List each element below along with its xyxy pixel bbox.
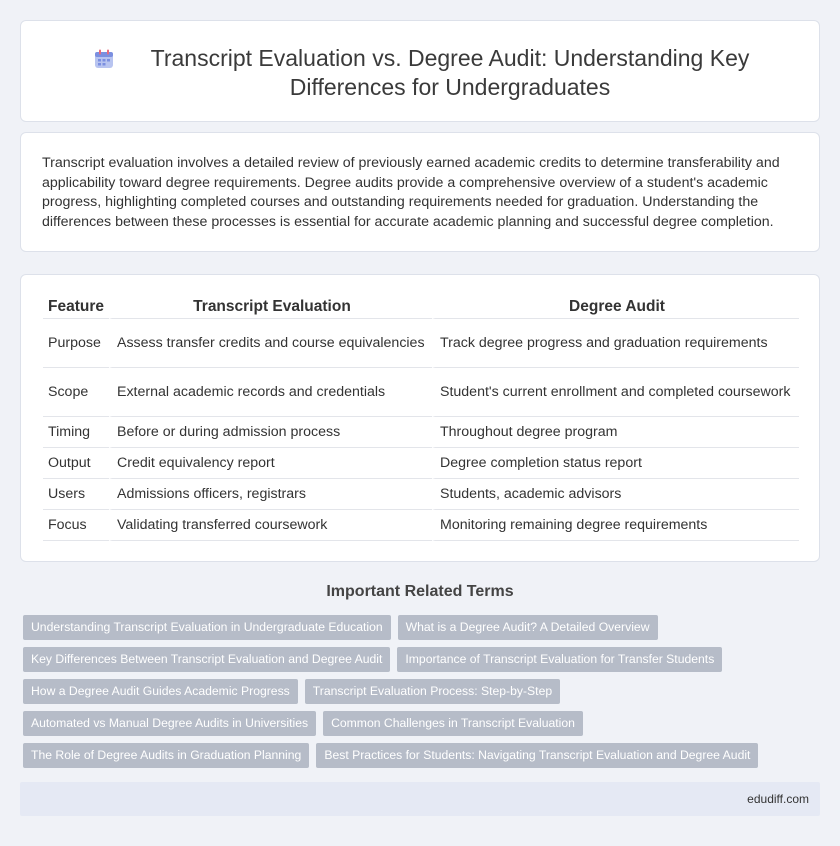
header-transcript-evaluation: Transcript Evaluation — [109, 295, 432, 319]
row-transcript-value: Assess transfer credits and course equivalencies — [109, 319, 432, 368]
related-term-link[interactable]: How a Degree Audit Guides Academic Progress — [23, 679, 298, 704]
related-terms-row — [23, 679, 560, 704]
table-row — [43, 319, 799, 368]
related-term-link[interactable]: Understanding Transcript Evaluation in Undergraduate Education — [23, 615, 391, 640]
row-feature: Scope — [43, 368, 109, 417]
related-terms-heading: Important Related Terms — [326, 583, 514, 600]
related-terms-row — [23, 615, 658, 640]
related-term-link[interactable]: Importance of Transcript Evaluation for Transfer Students — [397, 647, 722, 672]
comparison-table — [43, 295, 799, 541]
row-feature: Output — [43, 448, 109, 479]
related-terms-row — [23, 711, 583, 736]
row-transcript-value: Before or during admission process — [109, 417, 432, 448]
row-audit-value: Students, academic advisors — [432, 479, 799, 510]
footer — [20, 782, 820, 816]
related-term-link[interactable]: Best Practices for Students: Navigating Transcript Evaluation and Degree Audit — [316, 743, 758, 768]
row-transcript-value: Credit equivalency report — [109, 448, 432, 479]
header-feature: Feature — [43, 295, 109, 319]
comparison-card — [20, 274, 820, 562]
row-audit-value: Monitoring remaining degree requirements — [432, 510, 799, 541]
related-term-link[interactable]: Transcript Evaluation Process: Step-by-Step — [305, 679, 560, 704]
row-audit-value: Degree completion status report — [432, 448, 799, 479]
row-feature: Timing — [43, 417, 109, 448]
row-transcript-value: Admissions officers, registrars — [109, 479, 432, 510]
row-audit-value: Student's current enrollment and completed coursework — [432, 368, 799, 417]
header-degree-audit: Degree Audit — [432, 295, 799, 319]
row-feature: Focus — [43, 510, 109, 541]
row-feature: Users — [43, 479, 109, 510]
title-card — [20, 20, 820, 122]
page-title: Transcript Evaluation vs. Degree Audit: Understanding Key Differences for Undergraduates — [150, 45, 750, 100]
table-row — [43, 510, 799, 541]
row-transcript-value: Validating transferred coursework — [109, 510, 432, 541]
intro-card — [20, 132, 820, 252]
table-row — [43, 417, 799, 448]
related-term-link[interactable]: Automated vs Manual Degree Audits in Universities — [23, 711, 316, 736]
table-row — [43, 448, 799, 479]
related-terms-row — [23, 647, 722, 672]
table-row — [43, 479, 799, 510]
related-terms-row — [23, 743, 758, 768]
row-audit-value: Track degree progress and graduation requirements — [432, 319, 799, 368]
row-audit-value: Throughout degree program — [432, 417, 799, 448]
intro-paragraph: Transcript evaluation involves a detailed review of previously earned academic credits to determine transferability and applicability toward degree requirements. Degree audits provide a comprehensive overview of a student's academic progress, highlighting completed courses and outstanding requirements needed for graduation. Understanding the differences between these processes is essential for accurate academic planning and successful degree completion. — [42, 155, 780, 230]
related-term-link[interactable]: What is a Degree Audit? A Detailed Overview — [398, 615, 658, 640]
table-header-row — [43, 295, 799, 319]
site-name[interactable]: edudiff.com — [747, 792, 809, 806]
table-row — [43, 368, 799, 417]
related-term-link[interactable]: The Role of Degree Audits in Graduation Planning — [23, 743, 309, 768]
row-transcript-value: External academic records and credentials — [109, 368, 432, 417]
related-term-link[interactable]: Common Challenges in Transcript Evaluation — [323, 711, 583, 736]
related-term-link[interactable]: Key Differences Between Transcript Evaluation and Degree Audit — [23, 647, 390, 672]
row-feature: Purpose — [43, 319, 109, 368]
